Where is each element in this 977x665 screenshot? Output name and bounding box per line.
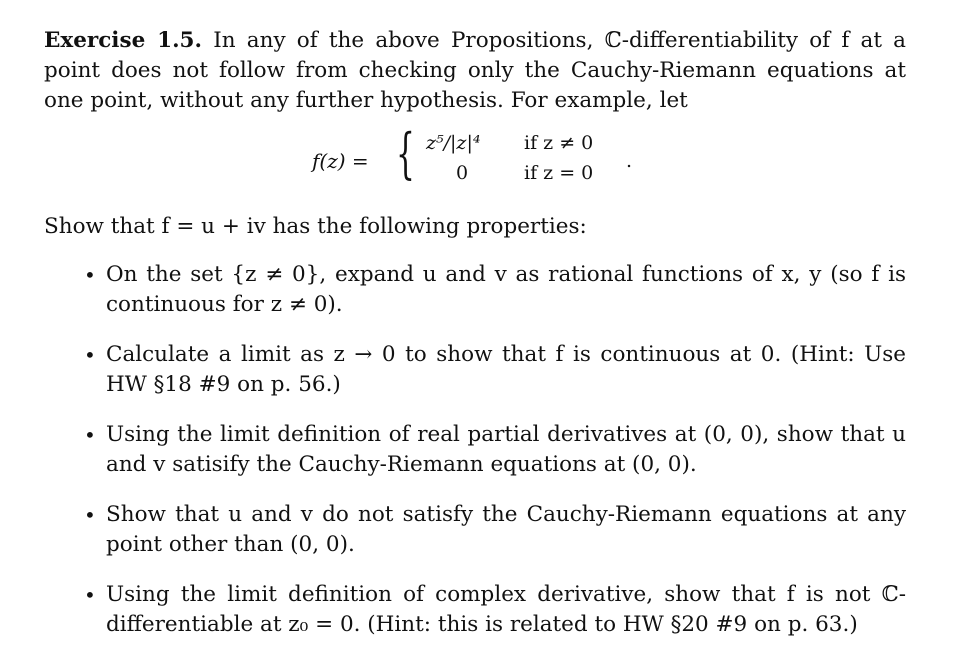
case2-value: 0 (456, 162, 469, 184)
bullet-icon: • (84, 583, 96, 607)
property-text: Using the limit definition of real partial derivatives at (0, 0), show that u and v satisify the Cauchy-Riemann equations at (0, 0). (106, 422, 906, 477)
function-definition (44, 124, 906, 202)
list-item (44, 500, 906, 560)
definition-period: . (626, 150, 633, 172)
list-item (44, 260, 906, 320)
exercise-intro (44, 26, 906, 116)
exercise-intro-text: In any of the above Propositions, ℂ-differentiability of f at a point does not follow from checking only the Cauchy-Riemann equations at one point, without any further hypothesis. For example, let (44, 28, 906, 113)
bullet-icon: • (84, 503, 96, 527)
property-text: On the set {z ≠ 0}, expand u and v as rational functions of x, y (so f is continuous for z ≠ 0). (106, 262, 906, 317)
list-item (44, 420, 906, 480)
exercise-document (44, 26, 906, 660)
case1-value: z⁵/|z|⁴ (426, 132, 481, 154)
list-item (44, 580, 906, 640)
definition-lhs: f(z) = (312, 149, 369, 173)
property-text: Show that u and v do not satisfy the Cauchy-Riemann equations at any point other than (0, 0). (106, 502, 906, 557)
properties-list (44, 260, 906, 640)
bullet-icon: • (84, 343, 96, 367)
property-text: Calculate a limit as z → 0 to show that f is continuous at 0. (Hint: Use HW §18 #9 on p. 56.) (106, 342, 906, 397)
show-statement: Show that f = u + iv has the following properties: (44, 214, 587, 239)
left-brace-icon: { (396, 122, 415, 185)
property-text: Using the limit definition of complex derivative, show that f is not ℂ-differentiable at z₀ = 0. (Hint: this is related to HW §20 #9 on p. 63.) (106, 582, 906, 637)
exercise-heading: Exercise 1.5. (44, 28, 203, 53)
list-item (44, 340, 906, 400)
case2-condition: if z = 0 (524, 162, 594, 184)
bullet-icon: • (84, 423, 96, 447)
case1-condition: if z ≠ 0 (524, 132, 594, 154)
bullet-icon: • (84, 263, 96, 287)
